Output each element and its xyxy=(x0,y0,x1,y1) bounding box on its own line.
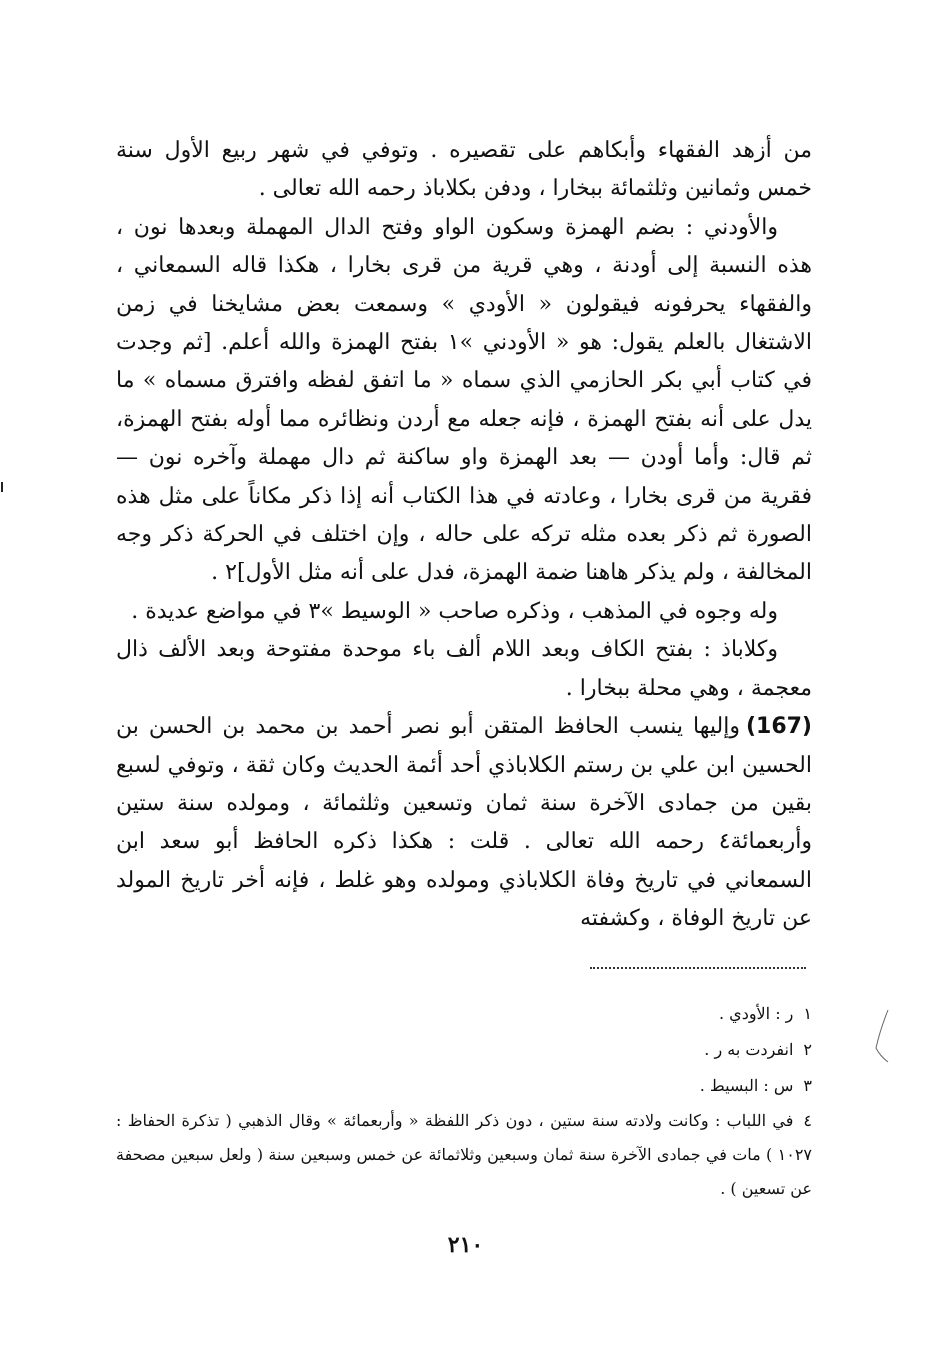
footnote-text: س : البسيط . xyxy=(699,1076,794,1095)
pencil-mark xyxy=(876,1010,888,1062)
entry-text: وإليها ينسب الحافظ المتقن أبو نصر أحمد بن محمد بن الحسن بن الحسين ابن علي بن رستم الكلاباذي أحد أئمة الحديث وكان ثقة ، وتوفي لسبع بقين من جمادى الآخرة سنة ثمان وتسعين وثلثمائة ، ومولده سنة ستين وأربعمائة٤ رحمه الله تعالى . قلت : هكذا ذكره الحافظ أبو سعد ابن السمعاني في تاريخ وفاة الكلاباذي ومولده وهو غلط ، فإنه أخر تاريخ المولد عن تاريخ الوفاة ، وكشفته xyxy=(116,714,812,932)
paragraph: والأودني : بضم الهمزة وسكون الواو وفتح الدال المهملة وبعدها نون ، هذه النسبة إلى أودنة ، وهي قرية من قرى بخارا ، هكذا قاله السمعاني ، والفقهاء يحرفونه فيقولون « الأودي » وسمعت بعض مشايخنا في زمن الاشتغال بالعلم يقول: هو « الأودني »١ بفتح الهمزة والله أعلم. [ثم وجدت في كتاب أبي بكر الحازمي الذي سماه « ما اتفق لفظه وافترق مسماه » ما يدل على أنه بفتح الهمزة ، فإنه جعله مع أردن ونظائره مما أوله بفتح الهمزة، ثم قال: وأما أودن — بعد الهمزة واو ساكنة ثم دال مهملة وآخره نون — فقرية من قرى بخارا ، وعادته في هذا الكتاب أنه إذا ذكر مكاناً على مثل هذه الصورة ثم ذكر بعده مثله تركه على حاله ، وإن اختلف في الحركة ذكر وجه المخالفة ، ولم يذكر هاهنا ضمة الهمزة، فدل على أنه مثل الأول]٢ . xyxy=(116,214,812,586)
entry-number: (167) xyxy=(745,714,812,740)
footnote-number: ٤ xyxy=(803,1111,812,1130)
footnote-text: ر : الأودي . xyxy=(719,1004,794,1023)
paragraph: وكلاباذ : بفتح الكاف وبعد اللام ألف باء موحدة مفتوحة وبعد الألف ذال معجمة ، وهي محلة ببخارا . xyxy=(116,637,812,701)
footnote-number: ٢ xyxy=(803,1040,812,1059)
page-number: ٢١٠ xyxy=(447,1232,484,1258)
footnote-number: ٣ xyxy=(803,1076,812,1095)
paragraph: من أزهد الفقهاء وأبكاهم على تقصيره . وتوفي في شهر ربيع الأول سنة خمس وثمانين وثلثمائة ببخارا ، ودفن بكلاباذ رحمه الله تعالى . xyxy=(116,138,812,202)
footnote-number: ١ xyxy=(803,1004,812,1023)
footnote-text: في اللباب : وكانت ولادته سنة ستين ، دون ذكر اللفظة « وأربعمائة » وقال الذهبي ( تذكرة الحفاظ : ١٠٢٧ ) مات في جمادى الآخرة سنة ثمان وسبعين وثلاثمائة عن خمس وسبعين سنة ( ولعل سبعين مصحفة عن تسعين ) . xyxy=(116,1111,812,1198)
footnote-text: انفردت به ر . xyxy=(704,1040,794,1059)
paragraph: وله وجوه في المذهب ، وذكره صاحب « الوسيط »٣ في مواضع عديدة . xyxy=(131,598,778,624)
